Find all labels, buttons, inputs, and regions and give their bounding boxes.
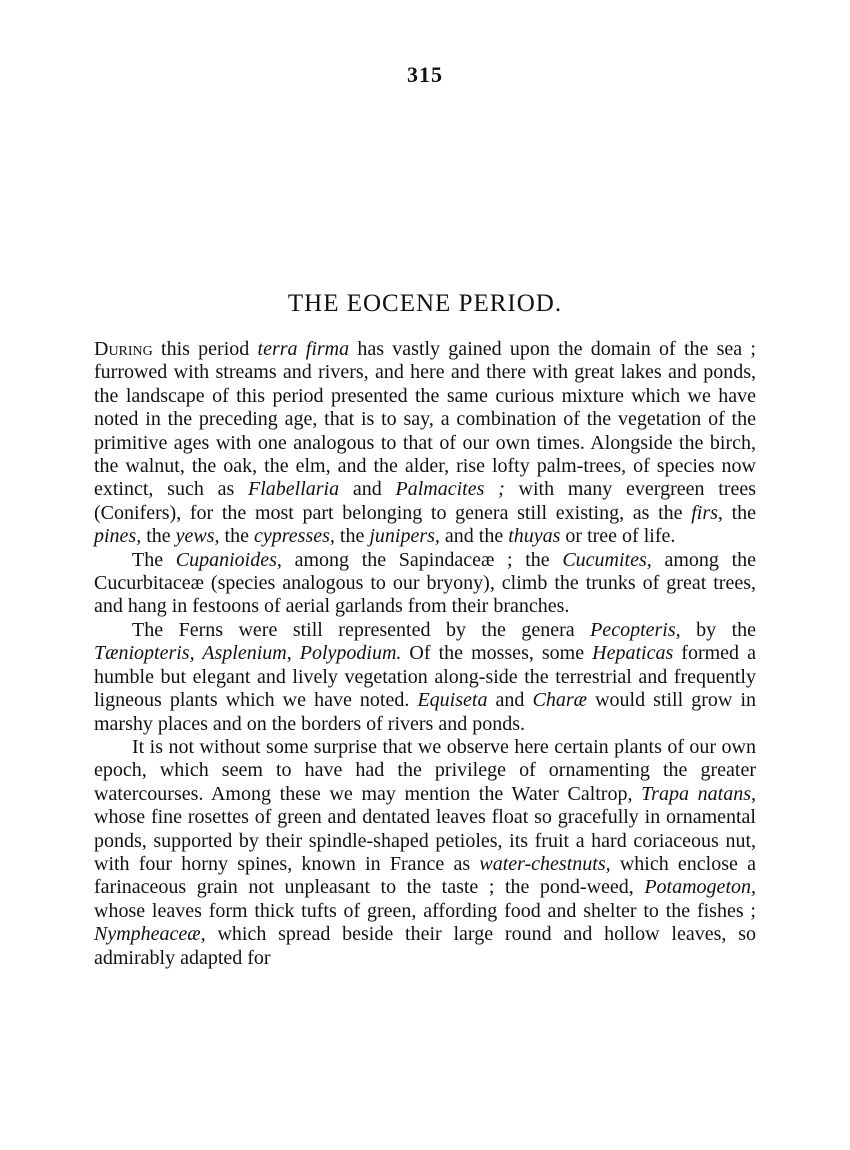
text-run: by the (680, 618, 757, 641)
text-run: or tree of life. (560, 525, 676, 548)
italic-term: Flabellaria (248, 478, 340, 501)
italic-term: Tæniopteris, Asplenium, Polypodium. (94, 642, 402, 665)
text-run: the (722, 501, 757, 524)
italic-term: water-chestnuts, (479, 852, 611, 875)
text-run: which enclose a farinaceous grain not unpleasant to the taste ; the pond-weed, (94, 852, 756, 899)
italic-term: pines, (94, 525, 142, 548)
text-run: whose leaves form thick tufts of green, affording food and shelter to the fishes ; (94, 899, 756, 922)
italic-term: terra firma (257, 338, 350, 360)
body-text (94, 338, 756, 970)
page-number: 315 (407, 62, 443, 87)
italic-term: Cupanioides, (175, 548, 282, 571)
text-run: this period (152, 338, 258, 360)
text-run: formed a humble but elegant and lively vegetation along-side the terrestrial and frequently ligneous plants which we have noted. (94, 642, 756, 712)
text-run: It is not without some surprise that we observe here certain plants of our own epoch, which seem to have had the privilege of ornamenting the greater watercourses. Among these we may mention the Water Caltrop, (94, 735, 756, 805)
italic-term: Trapa natans, (641, 782, 756, 805)
text-run: has vastly gained upon the domain of the sea ; furrowed with streams and rivers, and here and there with great lakes and ponds, the landscape of this period presented the same curious mixture which we have noted in the preceding age, that is to say, a combination of the vegetation of the primitive ages with one analogous to that of our own times. Alongside the birch, the walnut, the oak, the elm, and the alder, rise lofty palm-trees, of species now extinct, such as (94, 338, 756, 501)
paragraph (94, 619, 756, 736)
text-run: Of the mosses, some (401, 642, 593, 665)
italic-term: Hepaticas (592, 642, 674, 665)
text-run: and (487, 689, 533, 712)
italic-term: Potamogeton, (644, 876, 756, 899)
italic-term: yews, (175, 525, 220, 548)
italic-term: Pecopteris, (590, 618, 681, 641)
text-run: the (334, 525, 370, 548)
italic-term: Nympheaceæ, (94, 923, 206, 946)
text-run: The Ferns were still represented by the genera (132, 618, 591, 641)
text-run: among the Cucurbitaceæ (species analogous to our bryony), climb the trunks of great trees, and hang in festoons of aerial garlands from their branches. (94, 548, 756, 618)
italic-term: Equiseta (417, 689, 488, 712)
text-run: and the (439, 525, 509, 548)
text-run: the (219, 525, 254, 548)
chapter-title: THE EOCENE PERIOD. (287, 290, 563, 317)
paragraph (94, 549, 756, 619)
paragraph (94, 736, 756, 970)
text-run: among the Sapindaceæ ; the (281, 548, 563, 571)
text-run: and (339, 478, 396, 501)
text-run: would still grow in marshy places and on the borders of rivers and ponds. (94, 689, 756, 735)
text-run: which spread beside their large round and hollow leaves, so admirably adapted for (94, 923, 756, 969)
text-run: The (132, 548, 176, 571)
italic-term: cypresses, (253, 525, 335, 548)
italic-term: junipers, (369, 525, 440, 548)
text-run: with many evergreen trees (Conifers), for the most part belonging to genera still existing, as the (94, 478, 756, 524)
italic-term: Palmacites ; (395, 478, 505, 501)
opening-word: During (94, 338, 153, 360)
italic-term: Charæ (532, 689, 587, 712)
text-run: whose fine rosettes of green and dentated leaves float so gracefully in ornamental ponds, supported by their spindle-shaped petioles, its fruit a hard coriaceous nut, with four horny spines, known in France as (94, 806, 756, 875)
paragraph (94, 338, 756, 549)
text-run: the (141, 525, 176, 548)
italic-term: firs, (691, 501, 723, 524)
italic-term: Cucumites, (562, 548, 652, 571)
italic-term: thuyas (508, 525, 561, 548)
